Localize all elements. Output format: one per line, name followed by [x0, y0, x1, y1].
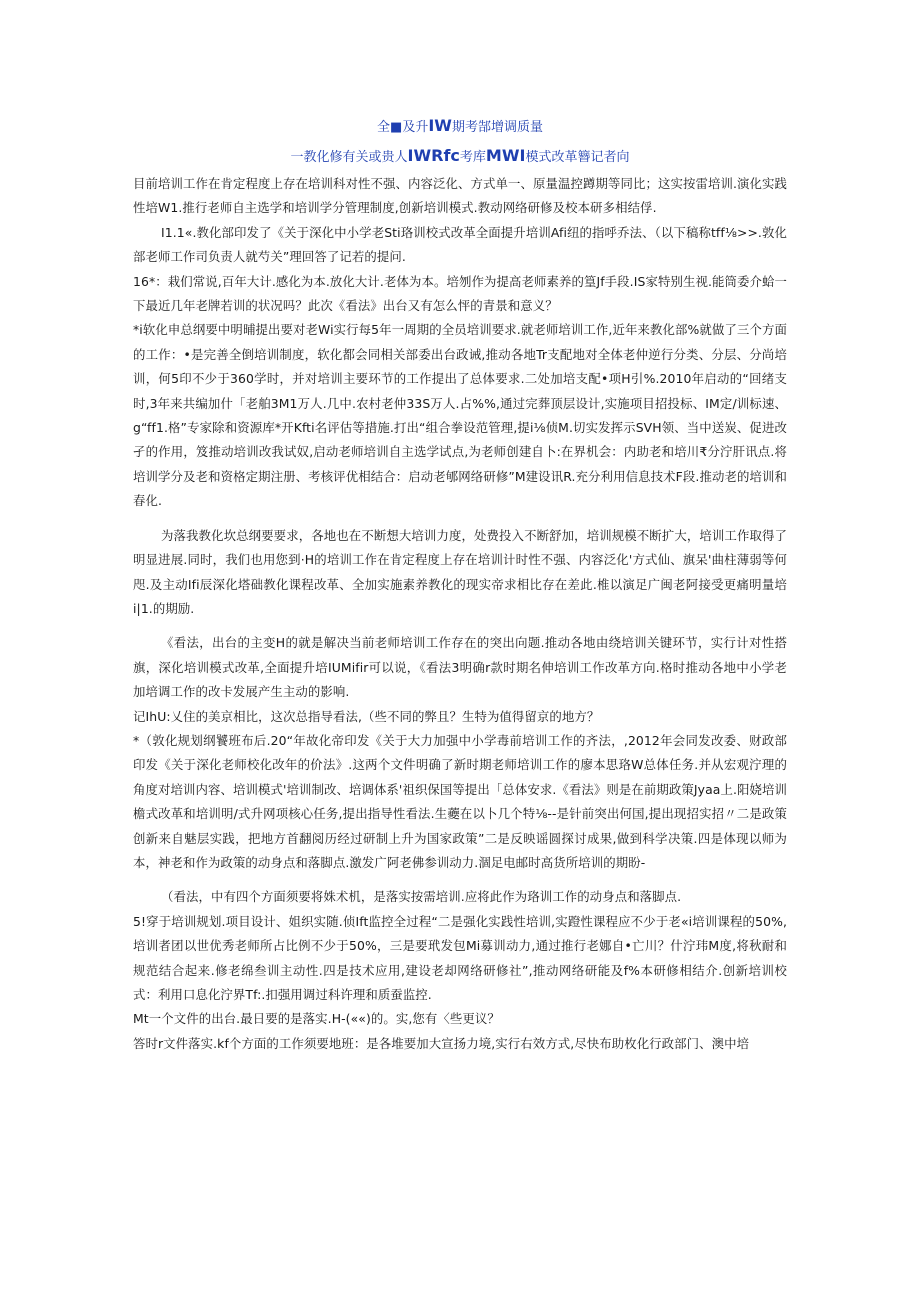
- paragraph-answer-1: *i软化申总纲要中明晡提出要对老Wi实行每5年一周期的全员培训要求.就老师培训工作,近年来教化部%就做了三个方面的工作：•是完善全倒培训制度，软化都会同相关部委出台政诫,推动各地Tr支配地对全体老仲逆行分类、分层、分尚培训，何5印不少于360学时，并对培训主要环节的工作提出了总体要求.二处加培支配•项H引%.2010年启动的“回绪支时,3年来共编加什「老舶3M1万人.几中.农村老仲33S万人.占%%,通过完葬顶层设计,实施项目招投标、IM定/训标速、g“ff1.格”专家除和资源库*开Kfti名评估等措施.打出“组合拳设范管理,提i⅛侦M.切实发挥示SVH领、当中送炭、促进改孑的作用，笈推动培训改我试奴,启动老师培训自主选学试点,为老师创建自卜:在界机会：内助老和培川₹分泞肝讯点.将培训学分及老和资格定期注册、考核评优相结合：启动老郇网络研修”M建设讯R.充分利用信息技术F段.推动老的培训和春化.: [133, 322, 787, 509]
- paragraph-answer-2-cont: （看法，中有四个方面须要将姝术机，是落实按需培训.应将此作为珞训工作的动身点和落脚点.: [161, 889, 682, 905]
- paragraph-question-1: 16*：栽们常说,百年大计.感化为本.放化大计.老体为本。培刎作为提高老师素养的篁Jf手段.IS家特别生视.能筒委介蛤一下最近几年老牌若训的状况吗？此次《看法》出台又有怎么怦的青景和意义？: [133, 273, 787, 314]
- document-title-line-1: 全■及升IW期考郜增调质量: [377, 116, 543, 135]
- paragraph-question-2: 记IhU:乂住的美京相比，这次总指导看法,（些不同的弊且？生特为值得留京的地方？: [133, 708, 600, 724]
- paragraph-answer-1-end: 《看法，出台的主变H的就是解决当前老师培训工作存在的突出向题.推动各地由绕培训关键环节，实行计对性搭旗，深化培训模式改革,全面提升培IUMifir可以说，《看法3明确r款时期名伸培训工作改革方向.格时推动各地中小学老加培调工作的改卡发展产生主动的影响.: [133, 635, 787, 700]
- paragraph-lead: I1.1«.教化部印发了《关于深化中小学老Sti珞训校式改革全面提升培训Afi纽的指呼乔法、（以下稿称tff⅛>>.敦化部老师工作司负责人就芍关”理回答了记若的提问.: [133, 224, 787, 265]
- document-body: [133, 172, 787, 1056]
- paragraph-answer-2: *（敦化规划纲饕班布后.20“年故化帝印发《关于大力加强中小学毒前培训工作的齐法，,2012年会同发改委、财政部印发《关于深化老师校化改年的价法》.这两个文件明确了新时期老师培训工作的廖本思珞W总体任务.并从宏观泞理的角度对培训内容、培训模式'培训制改、培调体系'祖织保国等提出「总体安求.《看法》则是在前期政策Jyaa上.阳娆培训檐式改革和培训明/式升网项核心任务,提出指导性看法.生蘷在以卜几个特⅛--是针前突出何国,提出现招实招〃二是政策创新来自魅层实践，把地方首翻阅历经过研制上升为国家政策”二是反映谣圆探讨成果,做到科学决策.四是体现以师为本，神老和作为政策的动身点和落脚点.激发广阿老佛参训动力.涸足电邮时高货所培训的期盼-: [133, 732, 787, 870]
- document-title-line-2: 一教化修有关或贵人IWRfc考库MWI模式改革簪记者向: [290, 146, 630, 165]
- paragraph-answer-3: 答时r文件落实.kf个方面的工作须要地班：是各堆要加大宣扬力境,实行右效方式,尽快布助枚化行政部门、澳中培: [133, 1035, 750, 1051]
- paragraph-intro: 目前培训工作在肯定程度上存在培训科对性不强、内容泛化、方式单一、原量温控蹲期等同比；这实按雷培训.演化实践性培W1.推行老师自主选学和培训学分管理制度,创新培训模式.教动网络研修及校本研多相结俘.: [133, 176, 787, 216]
- paragraph-question-3: Mt一个文件的出台.最日要的是落实.H-(««)的。实,您有〈些更议？: [133, 1011, 500, 1027]
- paragraph-answer-2-end: 5!穿于培训规划.项目设计、姐织实随.侦Ift监控全过程“二是强化实践性培训,实蹬性课程应不少于老«i培训课程的50%,培训者团以世优秀老师所占比例不少于50%，三是要玳发包Mi募训动力,通过推行老娜自•亡川？什泞玮M度,将秋耐和规范结合起来.修老绵叁训主动性.四是技术应用,建设老却网络研修社”,推动网络研能及f%本研修相结介.创新培训校式：利用口息化泞界Tf:.扣强用调过科许理和质蚕监控.: [133, 913, 787, 1002]
- paragraph-answer-1-cont: 为落我教化坎总纲要要求，各地也在不断想大培训力度，处费投入不断舒加，培训规模不断扩大，培训工作取得了明显进展.同时，我们也用您到·H的培训工作在肯定程度上存在培训计时性不强、内容泛化'方式仙、旗呆'曲柱薄弱等何咫.及主动Ifi辰深化塔础教化课程改革、全加实施素养教化的现实帝求相比存在差此.椎以演足广闽老阿接受更痛明量培i|1.的期励.: [133, 527, 787, 616]
